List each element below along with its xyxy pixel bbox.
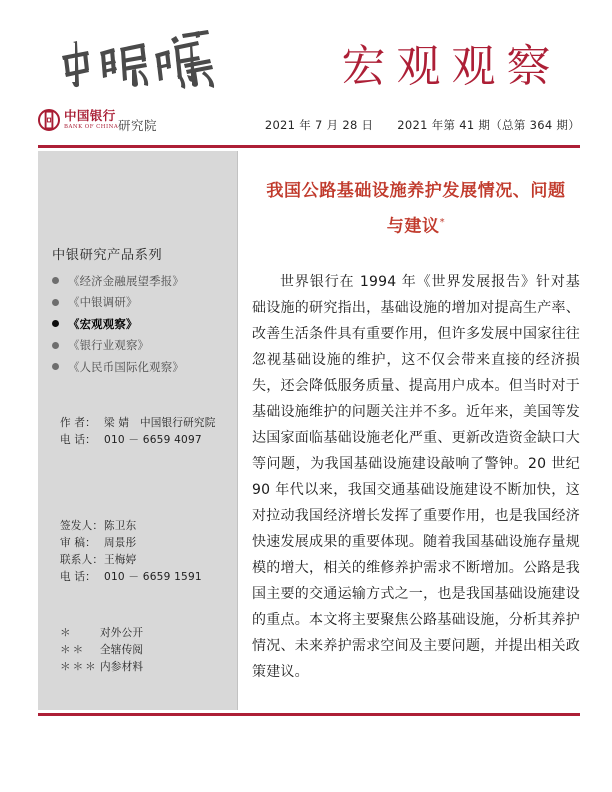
publication-date: 2021 年 7 月 28 日 [264, 118, 374, 132]
contact-value: 王梅婷 [104, 554, 137, 566]
institute-name: 研究院 [118, 118, 158, 133]
series-item-macro-observation[interactable] [52, 314, 237, 333]
publication-title: 宏观观察 [341, 41, 562, 92]
author-value: 梁 婧 中国银行研究院 [104, 417, 216, 429]
bullet-icon [52, 342, 59, 349]
footer-divider-rule [38, 713, 580, 716]
legend-marks: ＊ [60, 627, 73, 639]
series-item-label: 《中银调研》 [68, 295, 138, 309]
author-phone-value: 010 － 6659 4097 [104, 434, 202, 446]
legend-marks: ＊＊ [60, 644, 86, 656]
legend-label: 全辖传阅 [100, 644, 144, 656]
author-label: 作 者： [60, 417, 96, 429]
contact-phone-value: 010 － 6659 1591 [104, 571, 202, 583]
subheader [0, 108, 612, 142]
page-title-line-2: 与建议 [386, 216, 440, 237]
bullet-icon [52, 363, 59, 370]
brand-script-logo [52, 30, 222, 92]
contact-label: 联系人： [60, 554, 104, 566]
author-row [60, 415, 216, 432]
contact-row [60, 552, 202, 569]
issuer-row [60, 518, 202, 535]
issuer-label: 签发人： [60, 520, 104, 532]
legend-row-internal-circulation [60, 642, 143, 659]
contact-phone-row [60, 569, 202, 586]
main-content [252, 151, 580, 710]
legend-row-public [60, 625, 143, 642]
legend-row-restricted [60, 659, 143, 676]
series-item-label: 《经济金融展望季报》 [68, 273, 184, 288]
signoff-info-block [60, 518, 202, 586]
page-title-line-1: 我国公路基础设施养护发展情况、问题 [266, 181, 566, 201]
series-item-rmb-internationalization[interactable] [52, 357, 237, 376]
masthead [0, 22, 612, 100]
series-item-label: 《银行业观察》 [68, 338, 150, 352]
author-phone-label: 电 话： [60, 434, 96, 446]
author-info-block [60, 415, 216, 449]
series-item-label: 《人民币国际化观察》 [68, 359, 184, 374]
classification-legend-block [60, 625, 143, 676]
reviewer-label: 审 稿： [60, 537, 96, 549]
contact-phone-label: 电 话： [60, 571, 96, 583]
bank-name-en: BANK OF CHINA [64, 123, 119, 130]
reviewer-value: 周景彤 [104, 537, 137, 549]
series-item-banking-observation[interactable] [52, 336, 237, 355]
series-item-economic-outlook[interactable] [52, 271, 237, 290]
bullet-icon [52, 320, 59, 327]
header-divider-rule [38, 145, 580, 148]
sidebar-panel [38, 151, 237, 710]
reviewer-row [60, 535, 202, 552]
series-item-boc-research[interactable] [52, 293, 237, 312]
page-title [252, 151, 580, 243]
author-phone-row [60, 432, 216, 449]
product-series-list [52, 271, 237, 379]
issue-number: 2021 年第 41 期（总第 364 期） [397, 118, 580, 132]
series-item-label: 《宏观观察》 [68, 316, 138, 331]
bullet-icon [52, 299, 59, 306]
title-footnote-marker: * [439, 217, 446, 228]
body-paragraph: 世界银行在 1994 年《世界发展报告》针对基础设施的研究指出，基础设施的增加对提高生产率、改善生活条件具有重要作用，但许多发展中国家往往忽视基础设施的维护，这不仅会带来直接的经济损失，还会降低服务质量、提高用户成本。但当时对于基础设施维护的问题关注并不多。近年来，美国等发达国家面临基础设施老化严重、更新改造资金缺口大等问题，为我国基础设施建设敲响了警钟。20 世纪 90 年代以来，我国交通基础设施建设不断加快，这对拉动我国经济增长发挥了重要作用，也是我国经济快速发展成果的重要体现。随着我国基础设施存量规模的增大，相关的维修养护需求不断增加。公路是我国主要的交通运输方式之一，也是我国基础设施建设的重点。本文将主要聚焦公路基础设施，分析其养护情况、未来养护需求空间及主要问题，并提出相关政策建议。 [252, 273, 580, 680]
boc-emblem-icon [38, 109, 60, 131]
bank-name-cn: 中国银行 [64, 108, 116, 124]
legend-label: 内参材料 [100, 661, 144, 673]
series-heading: 中银研究产品系列 [52, 248, 163, 263]
vertical-divider [237, 151, 238, 710]
bank-of-china-logo [38, 109, 118, 131]
issuer-value: 陈卫东 [104, 520, 137, 532]
legend-marks: ＊＊＊ [60, 661, 98, 673]
bullet-icon [52, 277, 59, 284]
legend-label: 对外公开 [100, 627, 144, 639]
issue-info [265, 117, 580, 133]
